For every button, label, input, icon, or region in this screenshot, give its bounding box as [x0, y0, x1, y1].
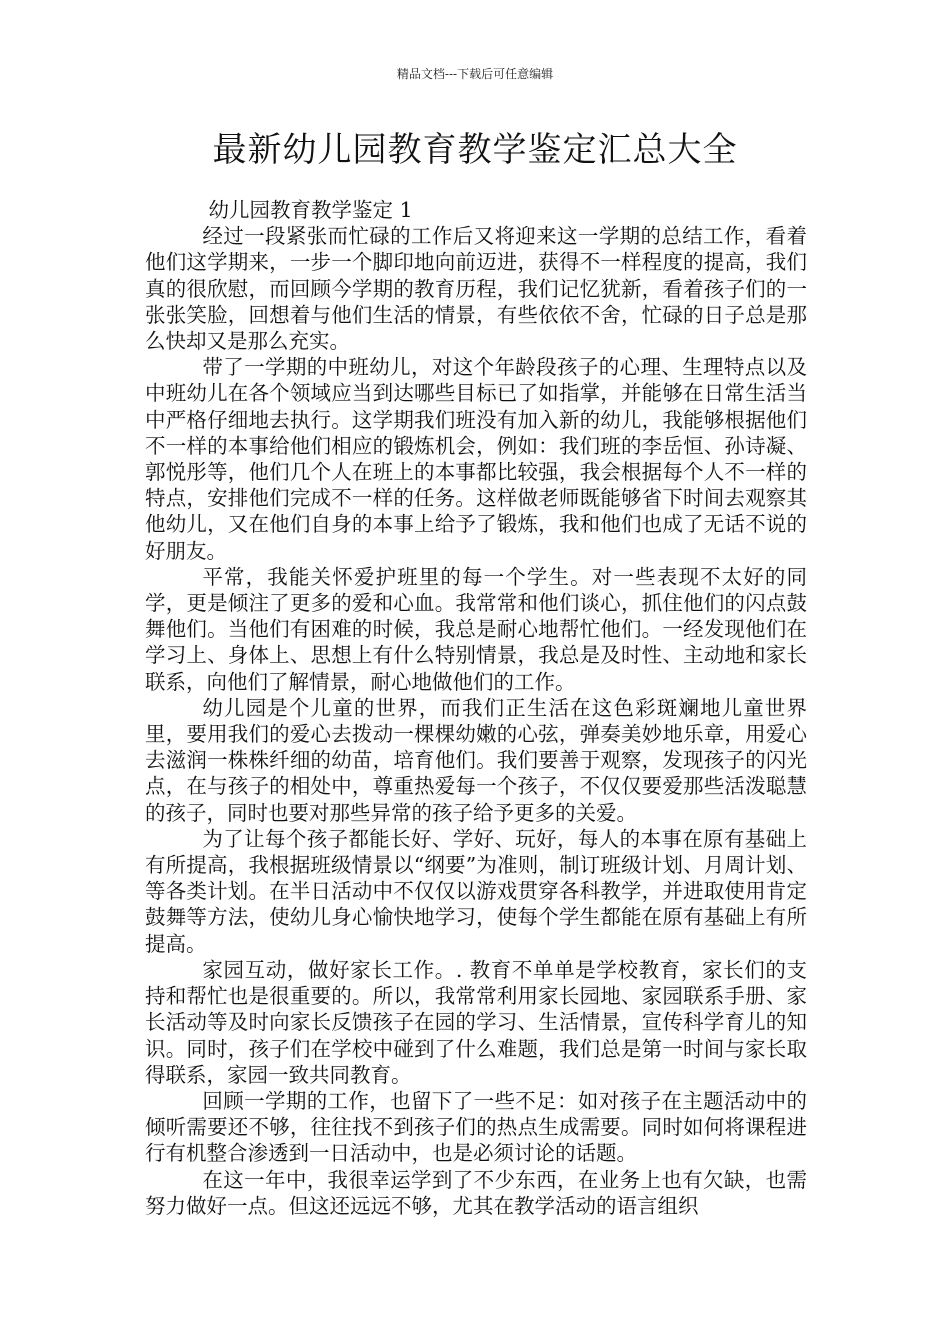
page-header-note: 精品文档---下载后可任意编辑: [396, 67, 554, 81]
body-paragraph: 在这一年中，我很幸运学到了不少东西，在业务上也有欠缺，也需努力做好一点。但这还远远不够，尤其在教学活动的语言组织: [145, 1167, 807, 1218]
body-paragraph: 回顾一学期的工作，也留下了一些不足：如对孩子在主题活动中的倾听需要还不够，往往找不到孩子们的热点生成需要。同时如何将课程进行有机整合渗透到一日活动中，也是必须讨论的话题。: [145, 1088, 807, 1166]
section-heading: 幼儿园教育教学鉴定 1: [208, 198, 413, 222]
body-paragraph: 为了让每个孩子都能长好、学好、玩好，每人的本事在原有基础上有所提高，我根据班级情景以“纲要”为准则，制订班级计划、月周计划、等各类计划。在半日活动中不仅仅以游戏贯穿各科教学，并进取使用肯定鼓舞等方法，使幼儿身心愉快地学习，使每个学生都能在原有基础上有所提高。: [145, 826, 807, 956]
document-title: 最新幼儿园教育教学鉴定汇总大全: [212, 130, 738, 170]
body-paragraph: 带了一学期的中班幼儿，对这个年龄段孩子的心理、生理特点以及中班幼儿在各个领域应当到达哪些目标已了如指掌，并能够在日常生活当中严格仔细地去执行。这学期我们班没有加入新的幼儿，我能够根据他们不一样的本事给他们相应的锻炼机会，例如：我们班的李岳恒、孙诗凝、郭悦彤等，他们几个人在班上的本事都比较强，我会根据每个人不一样的特点，安排他们完成不一样的任务。这样做老师既能够省下时间去观察其他幼儿，又在他们自身的本事上给予了锻炼，我和他们也成了无话不说的好朋友。: [145, 355, 807, 563]
body-paragraph: 幼儿园是个儿童的世界，而我们正生活在这色彩斑斓地儿童世界里，要用我们的爱心去拨动一棵棵幼嫩的心弦，弹奏美妙地乐章，用爱心去滋润一株株纤细的幼苗，培育他们。我们要善于观察，发现孩子的闪光点，在与孩子的相处中，尊重热爱每一个孩子，不仅仅要爱那些活泼聪慧的孩子，同时也要对那些异常的孩子给予更多的关爱。: [145, 695, 807, 825]
body-paragraph: 经过一段紧张而忙碌的工作后又将迎来这一学期的总结工作，看着他们这学期来，一步一个脚印地向前迈进，获得不一样程度的提高，我们真的很欣慰，而回顾今学期的教育历程，我们记忆犹新，看着孩子们的一张张笑脸，回想着与他们生活的情景，有些依依不舍，忙碌的日子总是那么快却又是那么充实。: [145, 224, 807, 354]
body-paragraph: 家园互动，做好家长工作。. 教育不单单是学校教育，家长们的支持和帮忙也是很重要的。所以，我常常利用家长园地、家园联系手册、家长活动等及时向家长反馈孩子在园的学习、生活情景，宣传科学育儿的知识。同时，孩子们在学校中碰到了什么难题，我们总是第一时间与家长取得联系，家园一致共同教育。: [145, 957, 807, 1087]
document-body: [145, 197, 807, 1219]
body-paragraph: 平常，我能关怀爱护班里的每一个学生。对一些表现不太好的同学，更是倾注了更多的爱和心血。我常常和他们谈心，抓住他们的闪点鼓舞他们。当他们有困难的时候，我总是耐心地帮忙他们。一经发现他们在学习上、身体上、思想上有什么特别情景，我总是及时性、主动地和家长联系，向他们了解情景，耐心地做他们的工作。: [145, 564, 807, 694]
